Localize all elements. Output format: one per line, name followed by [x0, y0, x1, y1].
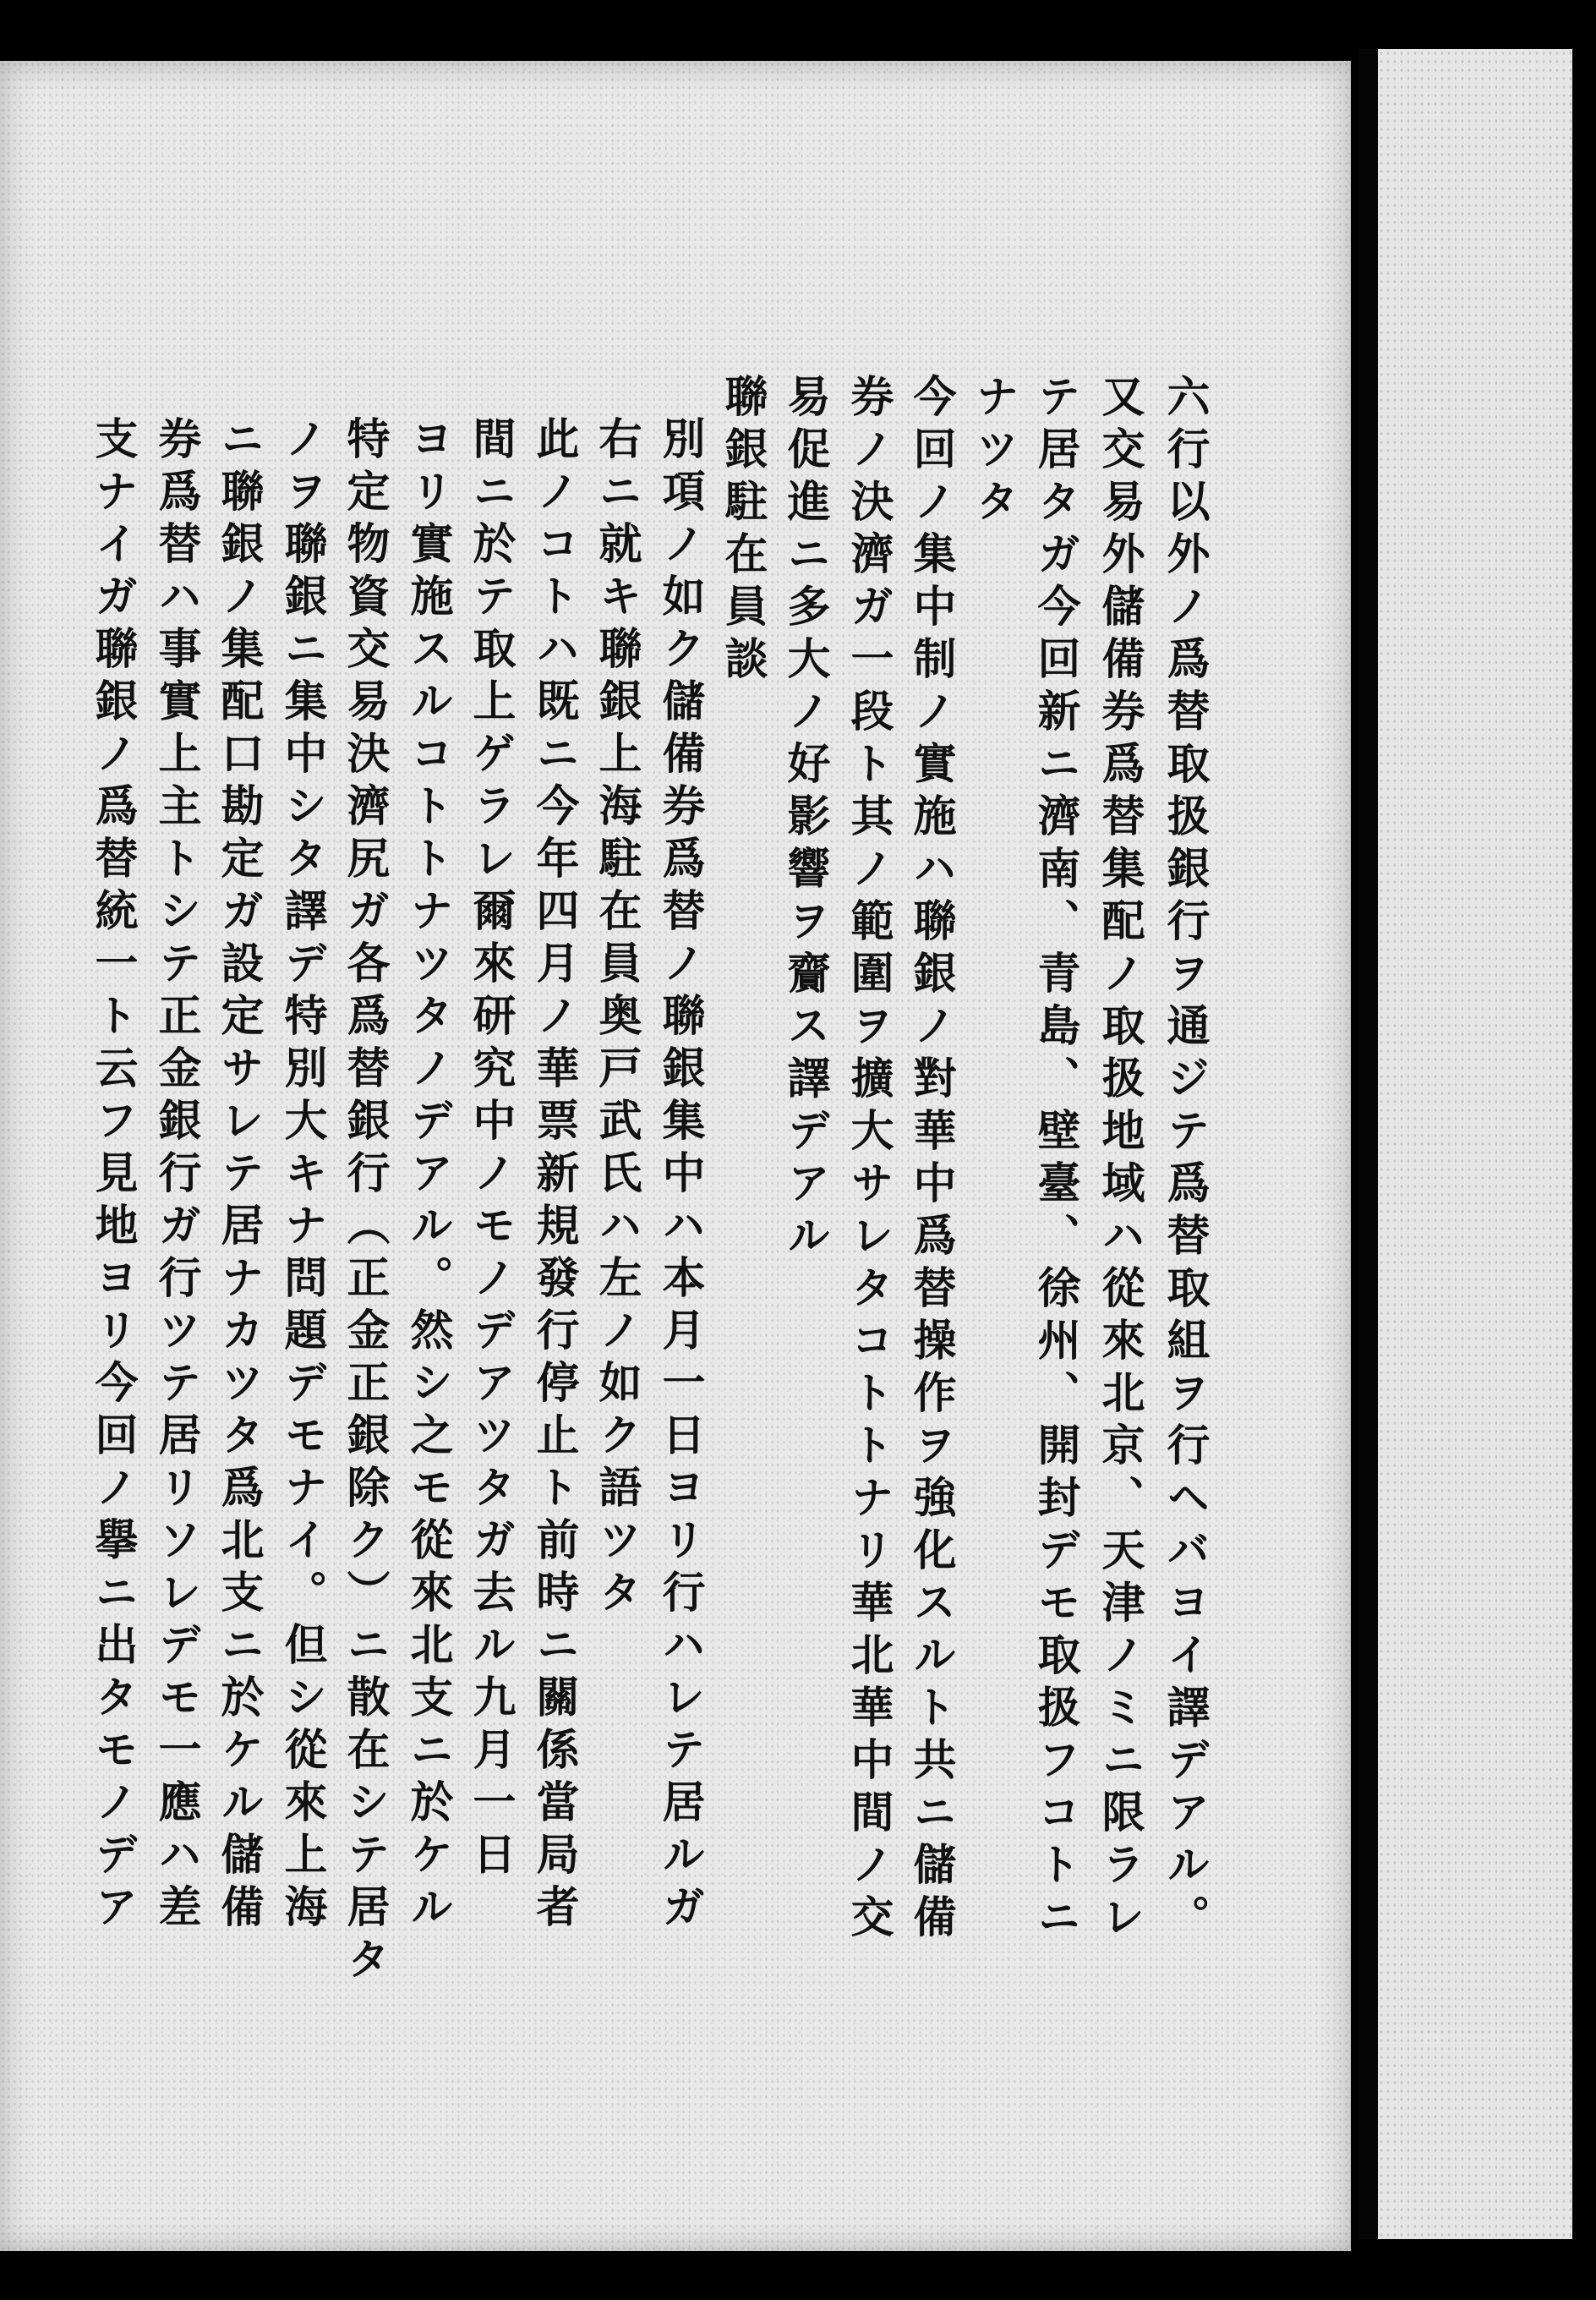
text-column-10: 右ニ就キ聯銀上海駐在員奥戸武氏ハ左ノ如ク語ツタ	[591, 416, 642, 1622]
text-column-15: ノヲ聯銀ニ集中シタ譯デ特別大キナ問題デモナイ。但シ從來上海	[276, 416, 327, 1936]
text-column-5: 今回ノ集中制ノ實施ハ聯銀ノ對華中爲替操作ヲ強化スルト共ニ儲備	[905, 374, 956, 1947]
text-column-18: 支ナイガ聯銀ノ爲替統一ト云フ見地ヨリ今回ノ擧ニ出タモノデア	[87, 416, 138, 1936]
section-heading: 聯銀駐在員談	[717, 374, 768, 688]
text-column-14: 特定物資交易決濟尻ガ各爲替銀行（正金正銀除ク）ニ散在シテ居タ	[339, 416, 390, 1989]
text-column-9: 別項ノ如ク儲備券爲替ノ聯銀集中ハ本月一日ヨリ行ハレテ居ルガ	[654, 416, 705, 1936]
text-column-12: 間ニ於テ取上ゲラレ爾來研究中ノモノデアツタガ去ル九月一日	[465, 416, 516, 1884]
text-column-7: 易促進ニ多大ノ好影響ヲ齎ス譯デアル	[779, 374, 830, 1265]
text-column-11: 此ノコトハ既ニ今年四月ノ華票新規發行停止ト前時ニ關係當局者	[528, 416, 579, 1936]
book-page	[0, 61, 1351, 2251]
adjacent-page-edge	[1378, 49, 1572, 2239]
text-column-3: テ居タガ今回新ニ濟南、青島、壁臺、徐州、開封デモ取扱フコトニ	[1030, 374, 1080, 1947]
text-column-17: 券爲替ハ事實上主トシテ正金銀行ガ行ツテ居リソレデモ一應ハ差	[150, 416, 201, 1936]
text-column-4: ナツタ	[968, 374, 1019, 531]
text-column-6: 券ノ決濟ガ一段ト其ノ範圍ヲ擴大サレタコトトナリ華北華中間ノ交	[843, 374, 894, 1947]
text-column-2: 又交易外儲備券爲替集配ノ取扱地域ハ從來北京、天津ノミニ限ラレ	[1094, 374, 1145, 1947]
text-column-1: 六行以外ノ爲替取扱銀行ヲ通ジテ爲替取組ヲ行ヘバヨイ譯デアル。	[1159, 374, 1210, 1947]
text-column-16: ニ聯銀ノ集配口勘定ガ設定サレテ居ナカツタ爲北支ニ於ケル儲備	[213, 416, 264, 1936]
text-column-13: ヨリ實施スルコトトナツタノデアル。然シ之モ從來北支ニ於ケル	[402, 416, 453, 1936]
page-gutter	[1359, 49, 1378, 2239]
